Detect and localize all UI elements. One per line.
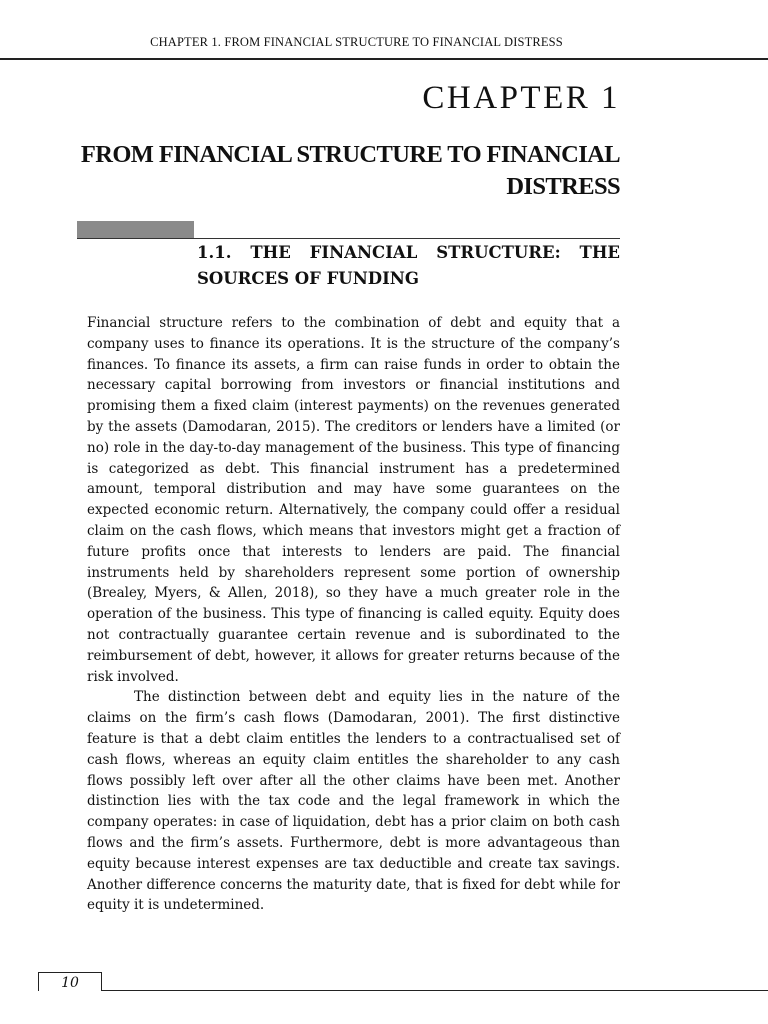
paragraph: The distinction between debt and equity lies in the nature of the claims on the firm’s cash flows (Damodaran, 2001). The first distinctive feature is that a debt claim entitles the lenders to a contractualised set of cash flows, whereas an equity claim entitles the shareholder to any cash flows possibly left over after all the other claims have been met. Another distinction lies with the tax code and the legal framework in which the company operates: in case of liquidation, debt has a prior claim on both cash flows and the firm’s assets. Furthermore, debt is more advantageous than equity because interest expenses are tax deductible and create tax savings. Another difference concerns the maturity date, that is fixed for debt while for equity it is undetermined.: [87, 689, 620, 914]
chapter-title: FROM FINANCIAL STRUCTURE TO FINANCIAL DISTRESS: [80, 141, 620, 200]
footer-rule: [38, 990, 768, 991]
body-text: [87, 313, 620, 916]
header-rule: [0, 58, 768, 60]
section-marker-bar: [77, 221, 194, 238]
page-number: 10: [38, 972, 102, 991]
paragraph: Financial structure refers to the combination of debt and equity that a company uses to finance its operations. It is the structure of the company’s finances. To finance its assets, a firm can raise funds in order to obtain the necessary capital borrowing from investors or financial institutions and promising them a fixed claim (interest payments) on the revenues generated by the assets (Damodaran, 2015). The creditors or lenders have a limited (or no) role in the day-to-day management of the business. This type of financing is categorized as debt. This financial instrument has a predetermined amount, temporal distribution and may have some guarantees on the expected economic return. Alternatively, the company could offer a residual claim on the cash flows, which means that investors might get a fraction of future profits once that interests to lenders are paid. The financial instruments held by shareholders represent some portion of ownership (Brealey, Myers, & Allen, 2018), so they have a much greater role in the operation of the business. This type of financing is called equity. Equity does not contractually guarantee certain revenue and is subordinated to the reimbursement of debt, however, it allows for greater returns because of the risk involved.: [87, 315, 620, 685]
section-heading: 1.1. THE FINANCIAL STRUCTURE: THE SOURCES OF FUNDING: [197, 243, 620, 288]
running-header: CHAPTER 1. FROM FINANCIAL STRUCTURE TO FINANCIAL DISTRESS: [150, 35, 563, 49]
section-rule: [77, 238, 620, 239]
chapter-label: CHAPTER 1: [422, 80, 620, 116]
